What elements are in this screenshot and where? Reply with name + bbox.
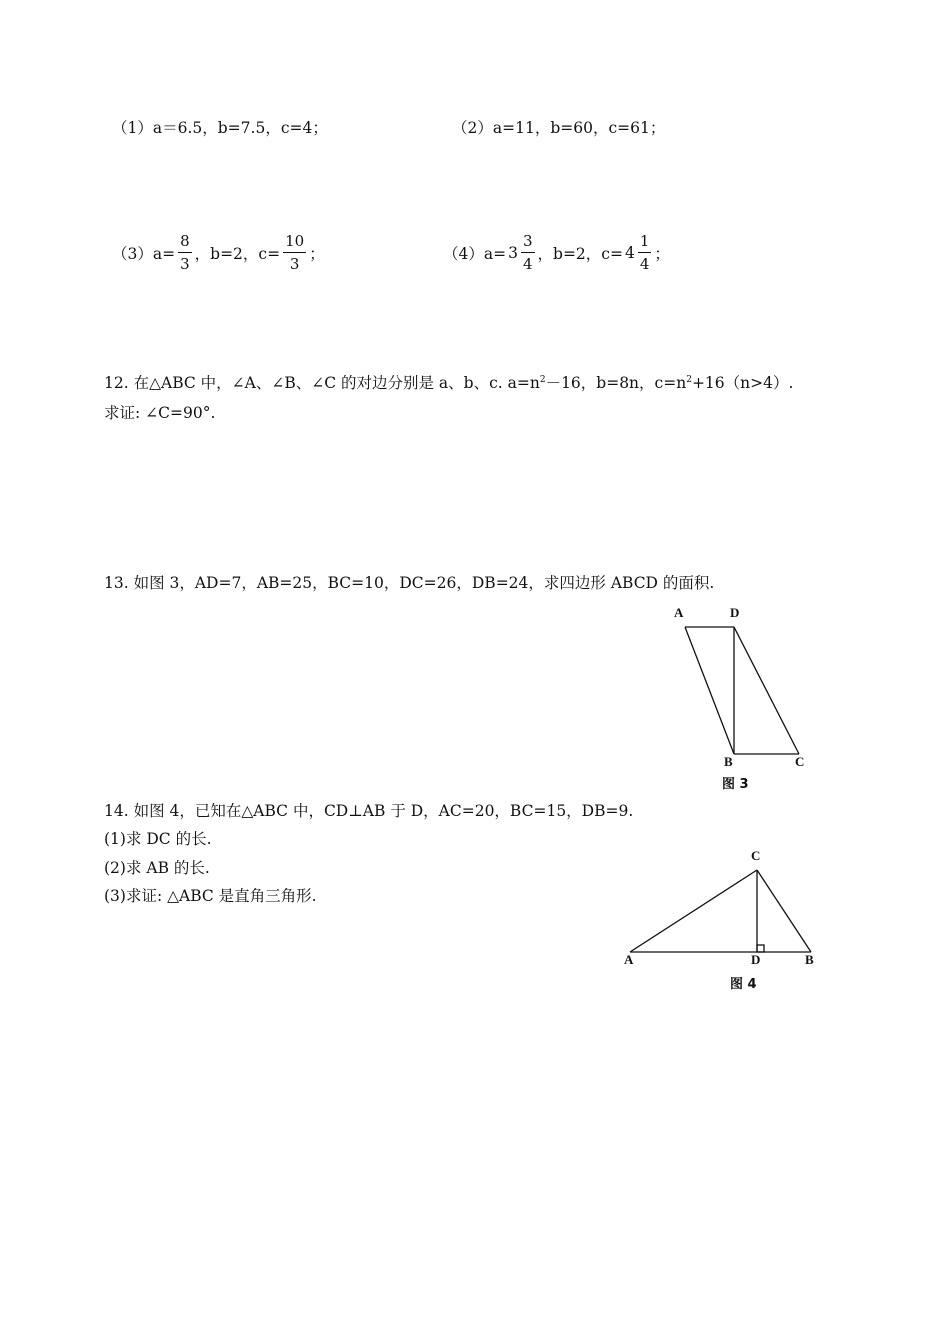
q13-text: 13. 如图 3，AD=7，AB=25，BC=10，DC=26，DB=24，求四边形 ABCD 的面积. [104, 574, 715, 592]
q11-part2: （2）a=11，b=60，c=61； [452, 119, 666, 137]
fraction-denominator: 3 [289, 255, 300, 273]
q11-part3-suffix: ； [309, 245, 325, 263]
fraction-numerator: 8 [180, 232, 190, 250]
fraction-denominator: 4 [639, 255, 650, 273]
vertex-label-B: B [805, 952, 814, 967]
vertex-label-A: A [624, 952, 634, 967]
q11-part4-suffix: ； [654, 245, 670, 263]
exponent: 2 [539, 375, 546, 385]
mixed-number-whole: 3 [508, 244, 518, 262]
q12-text-a: 12. 在△ABC 中，∠A、∠B、∠C 的对边分别是 a、b、c. a=n [104, 374, 540, 392]
fraction-denominator: 4 [522, 255, 533, 273]
segment-DC [734, 627, 799, 754]
q12-line1 [104, 376, 793, 392]
figure-4 [620, 840, 830, 995]
vertex-label-D: D [730, 605, 740, 620]
vertex-label-A: A [674, 605, 684, 620]
vertex-label-D: D [751, 952, 761, 967]
fraction-a [521, 234, 535, 272]
q11-part4 [443, 234, 670, 272]
q11-part3-mid: ，b=2，c= [194, 245, 281, 263]
q11-part4-mid: ，b=2，c= [537, 245, 623, 263]
fraction-a [178, 234, 192, 272]
q12-text-c: +16（n>4）. [691, 374, 794, 392]
q11-part1: （1）a＝6.5，b=7.5，c=4； [112, 119, 328, 137]
vertex-label-C: C [751, 848, 761, 863]
fraction-c [638, 234, 652, 272]
figure-caption: 图 3 [722, 777, 749, 792]
q14-sub1: (1)求 DC 的长. [104, 830, 212, 848]
q11-part3-prefix: （3）a= [112, 245, 176, 263]
fraction-numerator: 1 [639, 232, 650, 250]
q14-sub2: (2)求 AB 的长. [104, 859, 210, 877]
figure-3 [660, 598, 820, 798]
q14-sub3: (3)求证: △ABC 是直角三角形. [104, 887, 317, 905]
right-angle-mark [757, 945, 764, 952]
exponent: 2 [686, 375, 692, 385]
fraction-numerator: 3 [522, 232, 533, 250]
q11-part4-prefix: （4）a= [443, 245, 507, 263]
q11-part3 [112, 234, 325, 272]
fraction-denominator: 3 [180, 255, 190, 273]
vertex-label-C: C [795, 754, 805, 769]
mixed-number-whole: 4 [624, 244, 635, 262]
fraction-c [283, 234, 306, 272]
segment-AB [685, 627, 734, 754]
q12-line2: 求证: ∠C=90°. [104, 404, 216, 422]
q14-text: 14. 如图 4，已知在△ABC 中，CD⊥AB 于 D，AC=20，BC=15，DB=9. [104, 802, 634, 820]
vertex-label-B: B [724, 754, 733, 769]
fraction-numerator: 10 [285, 232, 305, 250]
figure-caption: 图 4 [730, 977, 757, 992]
segment-AC [630, 870, 757, 952]
segment-CB [757, 870, 811, 952]
q12-text-b: －16，b=8n，c=n [545, 374, 687, 392]
